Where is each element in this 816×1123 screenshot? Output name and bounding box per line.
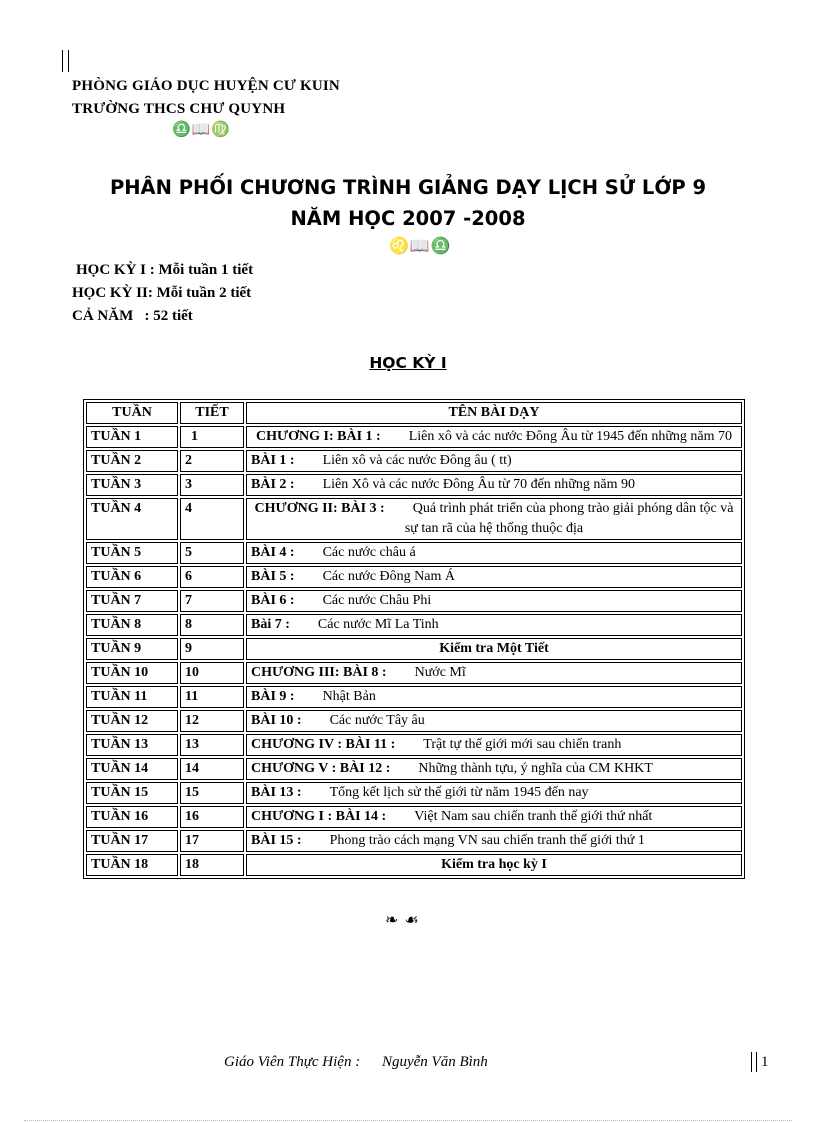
week-cell: TUẦN 8 xyxy=(86,614,178,636)
info-semester-2 xyxy=(72,285,251,302)
lesson-text: Nước Mĩ xyxy=(414,665,466,680)
lesson-text: Trật tự thế giới mới sau chiến tranh xyxy=(423,737,622,752)
ornament-icon: ♌📖♎ xyxy=(389,238,452,255)
table-row xyxy=(86,542,742,564)
table-row xyxy=(86,426,742,448)
week-cell: TUẦN 10 xyxy=(86,662,178,684)
week-cell: TUẦN 6 xyxy=(86,566,178,588)
period-cell: 4 xyxy=(180,498,244,540)
table-row xyxy=(86,474,742,496)
lesson-label: Bài 7 : xyxy=(251,617,290,632)
info-label: HỌC KỲ II: xyxy=(72,285,153,301)
week-cell: TUẦN 15 xyxy=(86,782,178,804)
section-title xyxy=(0,354,816,372)
lesson-cell xyxy=(246,782,742,804)
table-row xyxy=(86,734,742,756)
info-value: Mỗi tuần 2 tiết xyxy=(156,285,252,301)
lesson-cell xyxy=(246,498,742,540)
week-cell: TUẦN 11 xyxy=(86,686,178,708)
week-cell: TUẦN 16 xyxy=(86,806,178,828)
lesson-cell xyxy=(246,806,742,828)
lesson-cell xyxy=(246,450,742,472)
week-cell: TUẦN 5 xyxy=(86,542,178,564)
week-cell: TUẦN 13 xyxy=(86,734,178,756)
lesson-label: BÀI 6 : xyxy=(251,593,295,608)
lesson-cell xyxy=(246,426,742,448)
table-row xyxy=(86,590,742,612)
period-cell: 18 xyxy=(180,854,244,876)
table-row xyxy=(86,854,742,876)
schedule-table xyxy=(83,399,745,879)
week-cell: TUẦN 2 xyxy=(86,450,178,472)
week-cell: TUẦN 4 xyxy=(86,498,178,540)
week-cell: TUẦN 3 xyxy=(86,474,178,496)
page-divider xyxy=(24,1120,792,1121)
week-cell: TUẦN 17 xyxy=(86,830,178,852)
period-cell: 14 xyxy=(180,758,244,780)
footer-teacher xyxy=(224,1054,488,1071)
org-school: TRƯỜNG THCS CHƯ QUYNH xyxy=(72,101,286,117)
lesson-cell xyxy=(246,662,742,684)
period-cell: 11 xyxy=(180,686,244,708)
lesson-text: Kiểm tra Một Tiết xyxy=(439,641,549,656)
period-cell: 12 xyxy=(180,710,244,732)
lesson-text: Kiểm tra học kỳ I xyxy=(441,857,547,872)
ornament-icon: ♎📖♍ xyxy=(172,122,232,138)
lesson-label: BÀI 4 : xyxy=(251,545,295,560)
lesson-label: BÀI 10 : xyxy=(251,713,302,728)
period-cell: 9 xyxy=(180,638,244,660)
lesson-label: CHƯƠNG I : BÀI 14 : xyxy=(251,809,387,824)
lesson-label: BÀI 2 : xyxy=(251,477,295,492)
period-cell: 13 xyxy=(180,734,244,756)
period-cell: 17 xyxy=(180,830,244,852)
lesson-text: Việt Nam sau chiến tranh thế giới thứ nhất xyxy=(414,809,653,824)
header-period: TIẾT xyxy=(180,402,244,424)
info-full-year xyxy=(72,308,193,325)
ornament-icon: ❧ ☙ xyxy=(385,912,420,929)
period-cell: 6 xyxy=(180,566,244,588)
teacher-label: Giáo Viên Thực Hiện : xyxy=(224,1054,361,1070)
table-row xyxy=(86,638,742,660)
lesson-text: Phong trào cách mạng VN sau chiến tranh thế giới thứ 1 xyxy=(329,833,645,848)
lesson-label: CHƯƠNG IV : BÀI 11 : xyxy=(251,737,396,752)
lesson-label: BÀI 5 : xyxy=(251,569,295,584)
table-row xyxy=(86,758,742,780)
period-cell: 15 xyxy=(180,782,244,804)
table-row xyxy=(86,566,742,588)
org-department: PHÒNG GIÁO DỤC HUYỆN CƯ KUIN xyxy=(72,78,340,94)
page-margin-mark xyxy=(751,1052,757,1072)
lesson-label: CHƯƠNG I: BÀI 1 : xyxy=(255,429,381,444)
table-header-row xyxy=(86,402,742,424)
table-row xyxy=(86,782,742,804)
period-cell: 16 xyxy=(180,806,244,828)
lesson-cell xyxy=(246,590,742,612)
header-margin-mark xyxy=(62,50,69,72)
lesson-cell xyxy=(246,686,742,708)
lesson-text: Các nước châu á xyxy=(322,545,416,560)
lesson-text: Liên Xô và các nước Đông Âu từ 70 đến những năm 90 xyxy=(322,477,635,492)
lesson-cell xyxy=(246,710,742,732)
document-title: PHÂN PHỐI CHƯƠNG TRÌNH GIẢNG DẠY LỊCH SỬ LỚP 9 xyxy=(109,176,707,199)
period-cell: 10 xyxy=(180,662,244,684)
week-cell: TUẦN 9 xyxy=(86,638,178,660)
week-cell: TUẦN 12 xyxy=(86,710,178,732)
info-semester-1 xyxy=(76,262,253,279)
section-title-text: HỌC KỲ I xyxy=(369,354,447,372)
lesson-text: Các nước Châu Phi xyxy=(322,593,432,608)
lesson-text: Nhật Bản xyxy=(322,689,376,704)
lesson-label: CHƯƠNG V : BÀI 12 : xyxy=(251,761,391,776)
lesson-label: BÀI 15 : xyxy=(251,833,302,848)
table-row xyxy=(86,710,742,732)
school-year: NĂM HỌC 2007 -2008 xyxy=(290,207,526,230)
lesson-text: Các nước Đông Nam Á xyxy=(322,569,455,584)
lesson-text: Các nước Mĩ La Tinh xyxy=(317,617,439,632)
week-cell: TUẦN 18 xyxy=(86,854,178,876)
week-cell: TUẦN 14 xyxy=(86,758,178,780)
table-row xyxy=(86,498,742,540)
period-cell: 1 xyxy=(180,426,244,448)
header-lesson: TÊN BÀI DẠY xyxy=(246,402,742,424)
lesson-label: BÀI 1 : xyxy=(251,453,295,468)
lesson-text: Tổng kết lịch sử thế giới từ năm 1945 đến nay xyxy=(329,785,589,800)
lesson-label: CHƯƠNG II: BÀI 3 : xyxy=(254,501,385,516)
info-label: CẢ NĂM : xyxy=(72,308,150,324)
page-number: 1 xyxy=(761,1054,769,1070)
info-label: HỌC KỲ I : xyxy=(76,262,155,278)
lesson-cell xyxy=(246,830,742,852)
table-row xyxy=(86,662,742,684)
lesson-cell xyxy=(246,854,742,876)
week-cell: TUẦN 1 xyxy=(86,426,178,448)
lesson-cell xyxy=(246,566,742,588)
period-cell: 3 xyxy=(180,474,244,496)
period-cell: 7 xyxy=(180,590,244,612)
lesson-text: Liên xô và các nước Đông âu ( tt) xyxy=(322,453,512,468)
lesson-label: CHƯƠNG III: BÀI 8 : xyxy=(251,665,387,680)
info-value: Mỗi tuần 1 tiết xyxy=(158,262,254,278)
lesson-text: Quá trình phát triển của phong trào giải phóng dân tộc và sự tan rã của hệ thống thuộc địa xyxy=(404,501,734,536)
lesson-label: BÀI 9 : xyxy=(251,689,295,704)
header-week: TUẦN xyxy=(86,402,178,424)
period-cell: 8 xyxy=(180,614,244,636)
table-row xyxy=(86,830,742,852)
period-cell: 5 xyxy=(180,542,244,564)
table-row xyxy=(86,614,742,636)
info-value: 52 tiết xyxy=(153,308,193,324)
teacher-name: Nguyễn Văn Bình xyxy=(381,1054,488,1070)
period-cell: 2 xyxy=(180,450,244,472)
lesson-text: Các nước Tây âu xyxy=(329,713,425,728)
lesson-text: Liên xô và các nước Đông Âu từ 1945 đến những năm 70 xyxy=(408,429,733,444)
lesson-cell xyxy=(246,734,742,756)
lesson-label: BÀI 13 : xyxy=(251,785,302,800)
week-cell: TUẦN 7 xyxy=(86,590,178,612)
lesson-cell xyxy=(246,474,742,496)
table-row xyxy=(86,686,742,708)
table-row xyxy=(86,450,742,472)
lesson-cell xyxy=(246,638,742,660)
lesson-cell xyxy=(246,758,742,780)
lesson-cell xyxy=(246,542,742,564)
lesson-cell xyxy=(246,614,742,636)
lesson-text: Những thành tựu, ý nghĩa của CM KHKT xyxy=(418,761,653,776)
table-row xyxy=(86,806,742,828)
